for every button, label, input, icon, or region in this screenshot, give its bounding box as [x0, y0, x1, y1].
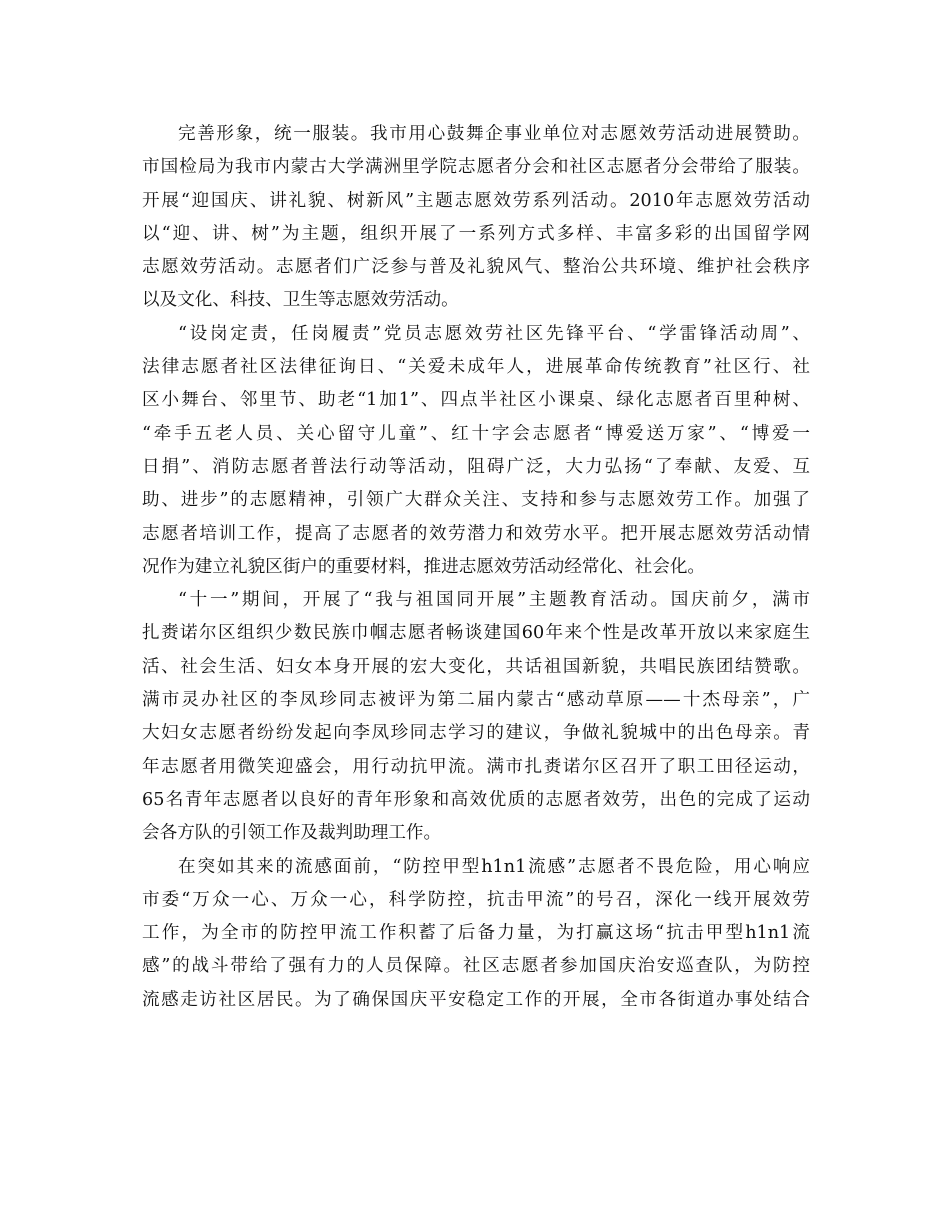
text-line: 市委“万众一心、万众一心，科学防控，抗击甲流”的号召，深化一线开展效劳 [142, 889, 810, 910]
text-line: 以及文化、科技、卫生等志愿效劳活动。 [142, 290, 459, 311]
text-line: 感”的战斗带给了强有力的人员保障。社区志愿者参加国庆治安巡查队，为防控 [142, 956, 810, 977]
text-line: 扎赉诺尔区组织少数民族巾帼志愿者畅谈建国60年来个性是改革开放以来家庭生 [142, 623, 810, 644]
text-line: 年志愿者用微笑迎盛会，用行动抗甲流。满市扎赉诺尔区召开了职工田径运动， [142, 756, 810, 777]
text-line: 市国检局为我市内蒙古大学满洲里学院志愿者分会和社区志愿者分会带给了服装。 [142, 157, 810, 178]
paragraph-1 [142, 118, 810, 318]
text-line: 助、进步”的志愿精神，引领广大群众关注、支持和参与志愿效劳工作。加强了 [142, 490, 810, 511]
text-line: 大妇女志愿者纷纷发起向李凤珍同志学习的建议，争做礼貌城中的出色母亲。青 [142, 723, 810, 744]
text-line: 志愿者培训工作，提高了志愿者的效劳潜力和效劳水平。把开展志愿效劳活动情 [142, 523, 810, 544]
text-line: 满市灵办社区的李凤珍同志被评为第二届内蒙古“感动草原——十杰母亲”，广 [142, 690, 810, 711]
text-line: 流感走访社区居民。为了确保国庆平安稳定工作的开展，全市各街道办事处结合 [142, 989, 810, 1010]
paragraph-2 [142, 318, 810, 584]
text-line: 志愿效劳活动。志愿者们广泛参与普及礼貌风气、整治公共环境、维护社会秩序 [142, 257, 810, 278]
text-line: 法律志愿者社区法律征询日、“关爱未成年人，进展革命传统教育”社区行、社 [142, 357, 810, 378]
text-line: 工作，为全市的防控甲流工作积蓄了后备力量，为打赢这场“抗击甲型h1n1流 [142, 923, 810, 944]
text-line: “牵手五老人员、关心留守儿童”、红十字会志愿者“博爱送万家”、“博爱一 [142, 423, 810, 444]
document-body [142, 118, 810, 1017]
text-line: 日捐”、消防志愿者普法行动等活动，阻碍广泛，大力弘扬“了奉献、友爱、互 [142, 456, 810, 477]
text-line: 在突如其来的流感面前，“防控甲型h1n1流感”志愿者不畏危险，用心响应 [178, 856, 810, 877]
text-line: 以“迎、讲、树”为主题，组织开展了一系列方式多样、丰富多彩的出国留学网 [142, 223, 810, 244]
text-line: 活、社会生活、妇女本身开展的宏大变化，共话祖国新貌，共唱民族团结赞歌。 [142, 656, 810, 677]
text-line: 开展“迎国庆、讲礼貌、树新风”主题志愿效劳系列活动。2010年志愿效劳活动 [142, 190, 810, 211]
text-line: 况作为建立礼貌区街户的重要材料，推进志愿效劳活动经常化、社会化。 [142, 556, 706, 577]
text-line: 区小舞台、邻里节、助老“1加1”、四点半社区小课桌、绿化志愿者百里种树、 [142, 390, 810, 411]
text-line: 完善形象，统一服装。我市用心鼓舞企事业单位对志愿效劳活动进展赞助。 [178, 124, 810, 144]
text-line: “设岗定责，任岗履责”党员志愿效劳社区先锋平台、“学雷锋活动周”、 [178, 323, 810, 344]
text-line: “十一”期间，开展了“我与祖国同开展”主题教育活动。国庆前夕，满市 [178, 590, 810, 611]
text-line: 65名青年志愿者以良好的青年形象和高效优质的志愿者效劳，出色的完成了运动 [142, 789, 810, 810]
text-line: 会各方队的引领工作及裁判助理工作。 [142, 823, 442, 844]
paragraph-3 [142, 584, 810, 850]
paragraph-4 [142, 851, 810, 1017]
